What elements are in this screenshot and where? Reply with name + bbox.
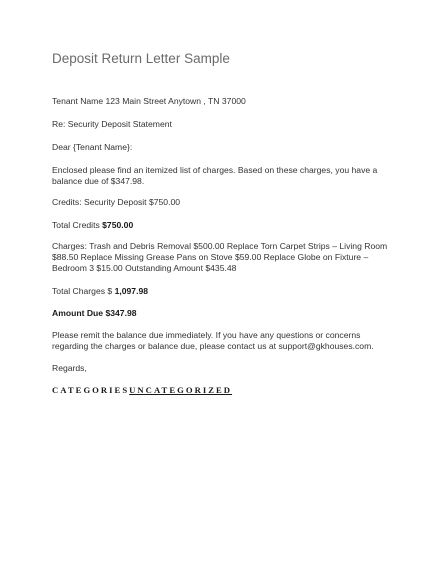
total-charges-label: Total Charges $: [52, 286, 115, 296]
amount-due: Amount Due $347.98: [52, 308, 137, 318]
charges-paragraph: Charges: Trash and Debris Removal $500.00 Replace Torn Carpet Strips – Living Room $88.50 Replace Missing Grease Pans on Stove $59.00 Replace Globe on Fixture – Bedroom 3 $15.00 Outstanding Amount $435.48: [52, 241, 388, 273]
re-line: Re: Security Deposit Statement: [52, 119, 172, 129]
categories-footer: [52, 385, 232, 395]
total-charges-line: [52, 286, 392, 297]
category-link-uncategorized[interactable]: UNCATEGORIZED: [129, 385, 233, 395]
total-credits-label: Total Credits: [52, 220, 103, 230]
credits-line: Credits: Security Deposit $750.00: [52, 197, 181, 207]
total-charges-value: 1,097.98: [114, 286, 149, 296]
salutation: Dear {Tenant Name}:: [52, 142, 133, 152]
regards: Regards,: [52, 363, 87, 373]
total-credits-line: [52, 220, 392, 231]
remit-paragraph: Please remit the balance due immediately. If you have any questions or concerns regarding the charges or balance due, please contact us at support@gkhouses.com.: [52, 330, 374, 351]
enclosed-paragraph: Enclosed please find an itemized list of charges. Based on these charges, you have a balance due of $347.98.: [52, 165, 378, 186]
categories-label: CATEGORIES: [52, 385, 130, 395]
document-title: Deposit Return Letter Sample: [52, 51, 230, 66]
tenant-address: Tenant Name 123 Main Street Anytown , TN 37000: [52, 96, 246, 106]
total-credits-value: $750.00: [102, 220, 134, 230]
